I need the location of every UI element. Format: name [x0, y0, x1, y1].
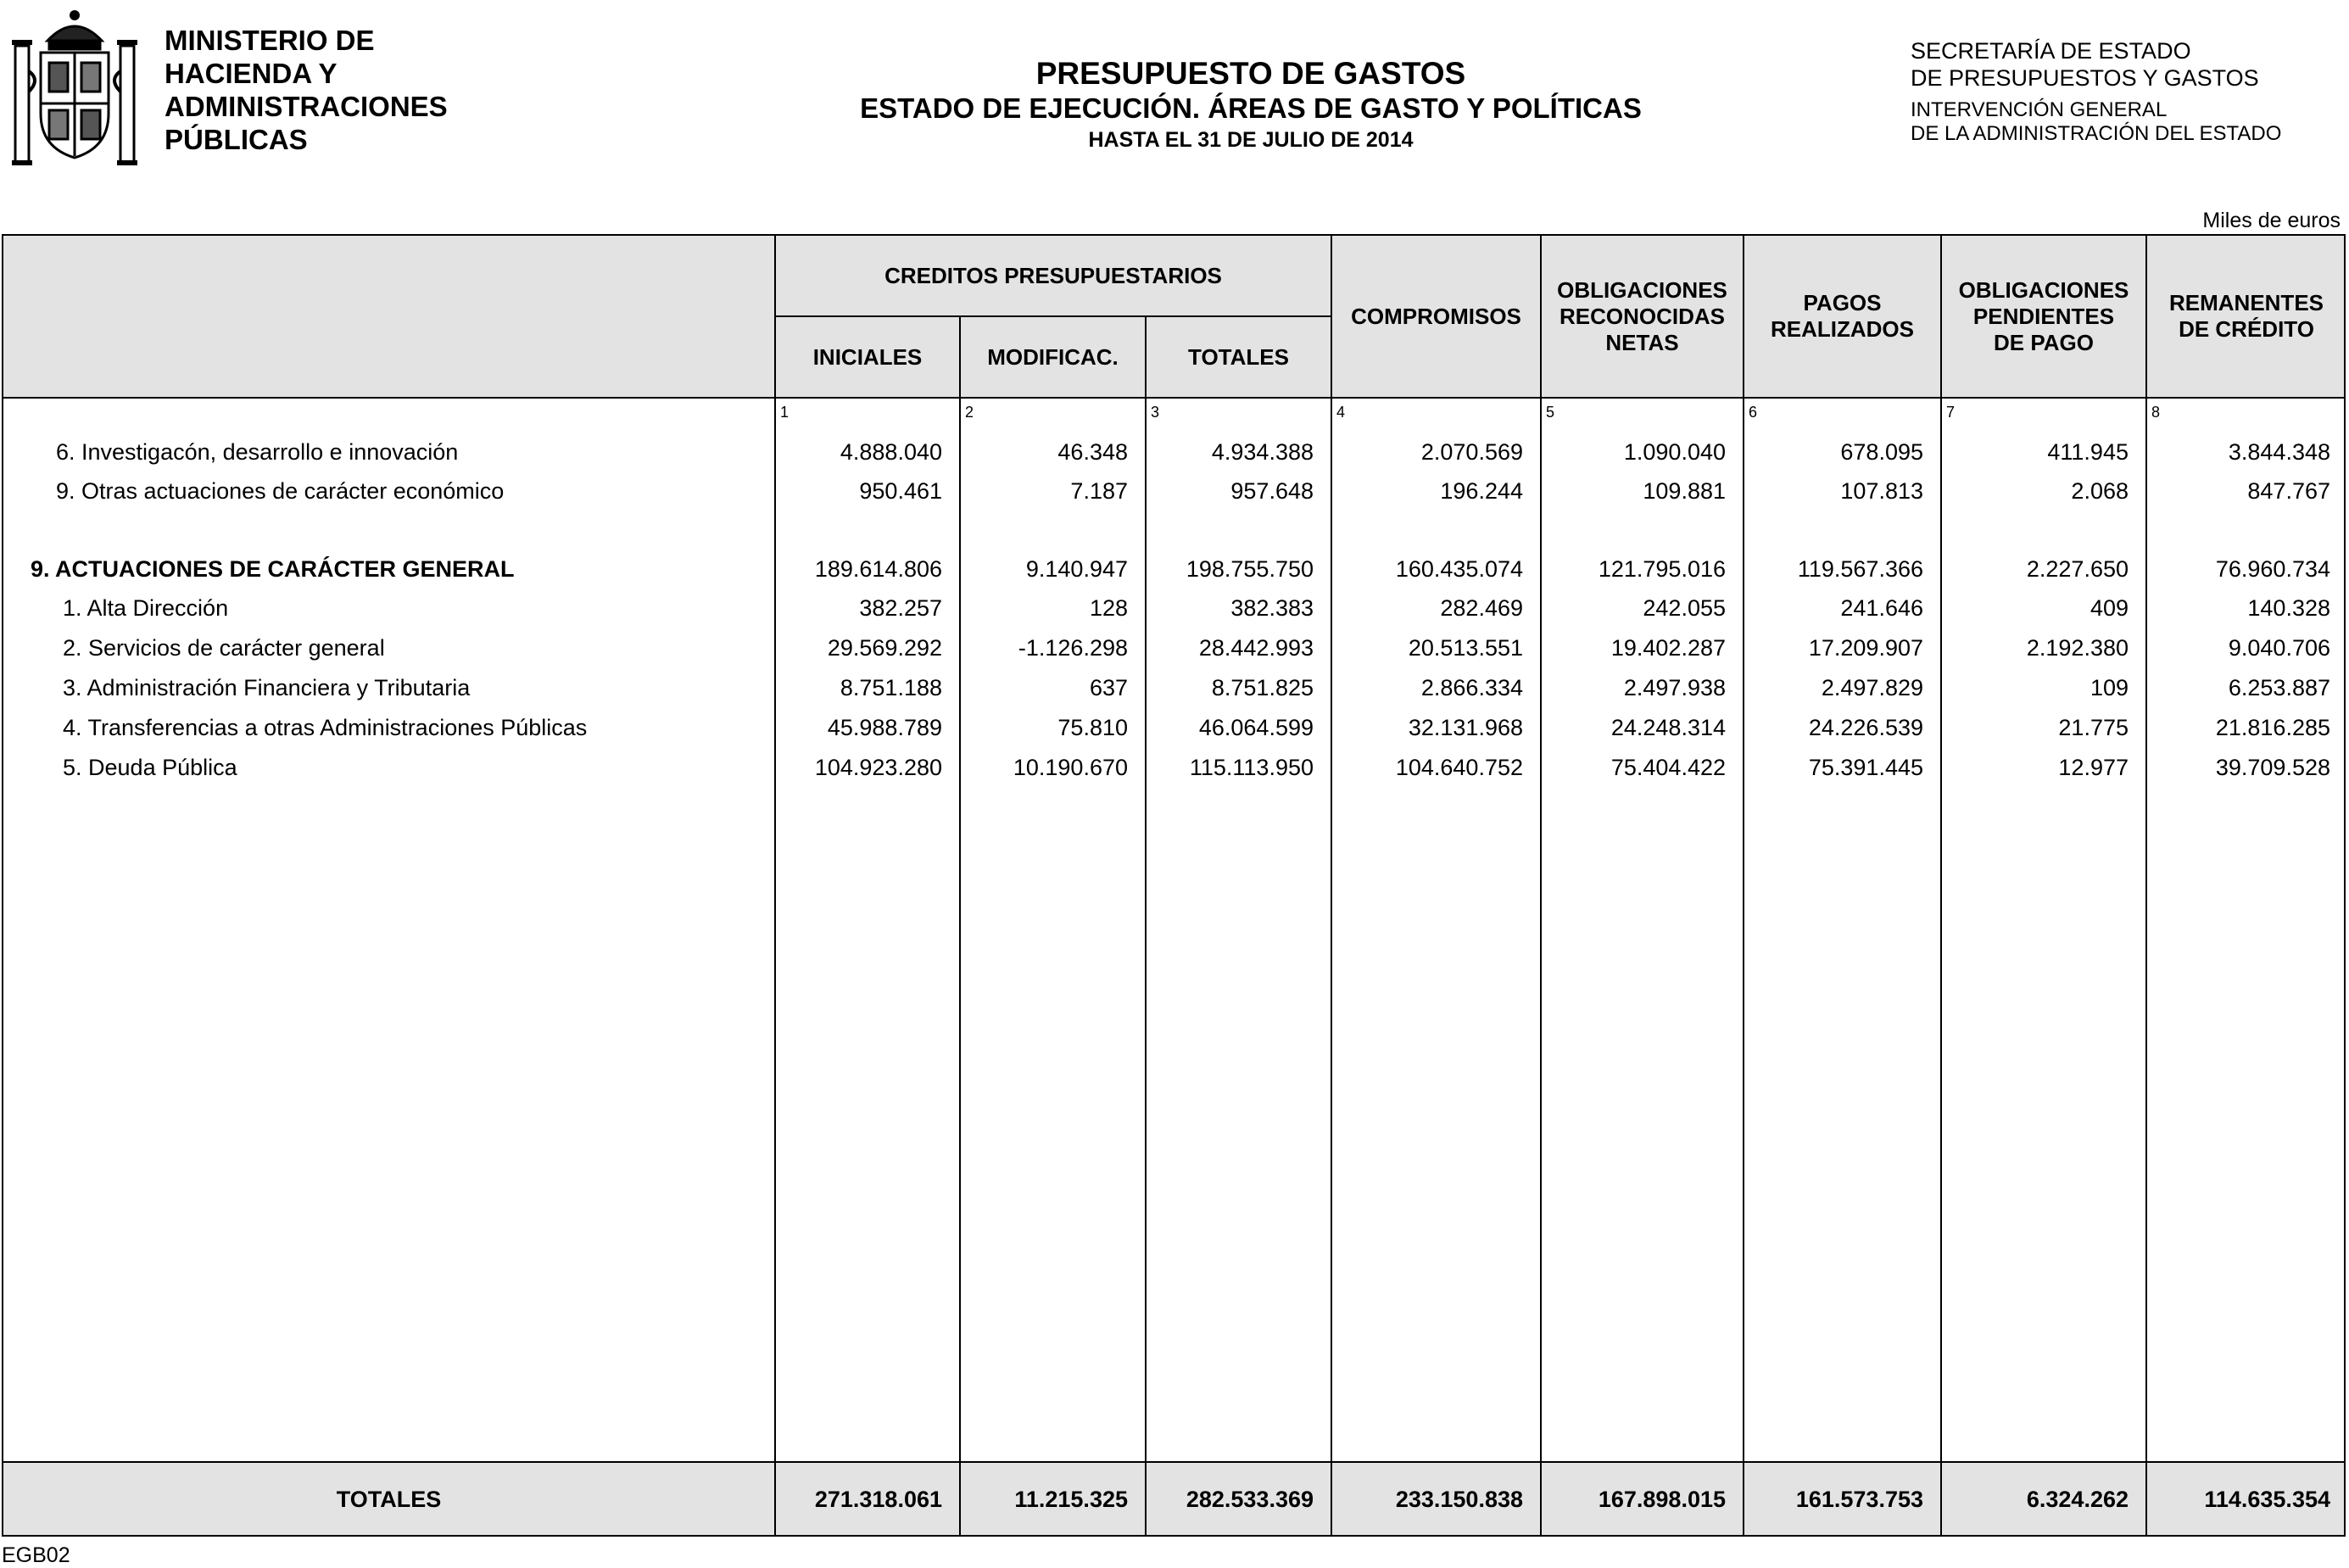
cell-remanentes: 21.816.285: [2215, 715, 2330, 740]
column-header-iniciales: INICIALES: [812, 343, 923, 370]
column-divider: [2145, 234, 2147, 1537]
coat-of-arms-logo: [7, 3, 142, 166]
column-number: 6: [1749, 404, 1758, 421]
cell-obligaciones-pendientes: 2.227.650: [2026, 556, 2129, 582]
column-header-compromisos: COMPROMISOS: [1351, 303, 1521, 329]
column-number: 1: [780, 404, 790, 421]
table-row: [0, 589, 2349, 627]
cell-compromisos: 32.131.968: [1408, 715, 1523, 740]
column-header-remanentes: REMANENTES DE CRÉDITO: [2168, 290, 2324, 342]
cell-pagos-realizados: 107.813: [1840, 478, 1923, 504]
column-number: 7: [1946, 404, 1956, 421]
ministry-line: ADMINISTRACIONES: [165, 91, 448, 122]
cell-modificac: 10.190.670: [1013, 755, 1128, 780]
column-header-pagos-realizados: PAGOS REALIZADOS: [1771, 290, 1914, 342]
column-number: 4: [1336, 404, 1346, 421]
column-divider: [1940, 234, 1942, 1537]
cell-obligaciones-pendientes: 2.068: [2071, 478, 2129, 504]
cell-modificac: 7.187: [1070, 478, 1128, 504]
units-label: Miles de euros: [2202, 209, 2341, 232]
group-header-creditos: CREDITOS PRESUPUESTARIOS: [884, 262, 1222, 288]
table-row: [0, 749, 2349, 786]
cell-obligaciones-reconocidas: 1.090.040: [1623, 439, 1726, 465]
totals-label: TOTALES: [336, 1487, 442, 1512]
cell-iniciales: 950.461: [859, 478, 942, 504]
cell-modificac: 637: [1089, 675, 1128, 700]
cell-totales: 957.648: [1230, 478, 1314, 504]
table-row: [0, 433, 2349, 471]
cell-remanentes: 39.709.528: [2215, 755, 2330, 780]
total-pagos-realizados: 161.573.753: [1795, 1487, 1923, 1512]
row-label: 2. Servicios de carácter general: [63, 635, 385, 661]
row-label: 6. Investigacón, desarrollo e innovación: [56, 439, 459, 465]
cell-totales: 382.383: [1230, 595, 1314, 621]
row-label: 9. Otras actuaciones de carácter económico: [56, 478, 505, 504]
cell-obligaciones-pendientes: 109: [2090, 675, 2129, 700]
cell-obligaciones-reconocidas: 121.795.016: [1598, 556, 1726, 582]
cell-pagos-realizados: 24.226.539: [1808, 715, 1923, 740]
cell-remanentes: 9.040.706: [2228, 635, 2330, 661]
total-obligaciones-pendientes: 6.324.262: [2026, 1487, 2129, 1512]
cell-iniciales: 104.923.280: [814, 755, 942, 780]
totals-top-line: [2, 1461, 2346, 1463]
secretaria-line: DE PRESUPUESTOS Y GASTOS: [1911, 65, 2259, 91]
cell-obligaciones-reconocidas: 75.404.422: [1610, 755, 1726, 780]
column-header-totales: TOTALES: [1188, 343, 1289, 370]
ministry-line: HACIENDA Y: [165, 58, 338, 89]
table-row: [0, 669, 2349, 706]
secretaria-block: [1911, 37, 2281, 146]
cell-totales: 115.113.950: [1189, 755, 1314, 780]
report-code: EGB02: [2, 1543, 70, 1567]
cell-obligaciones-reconocidas: 24.248.314: [1610, 715, 1726, 740]
ministry-line: PÚBLICAS: [165, 124, 308, 155]
cell-obligaciones-pendientes: 21.775: [2058, 715, 2129, 740]
total-iniciales: 271.318.061: [814, 1487, 942, 1512]
report-title: PRESUPUESTO DE GASTOS: [1035, 56, 1466, 91]
cell-compromisos: 20.513.551: [1408, 635, 1523, 661]
cell-iniciales: 8.751.188: [840, 675, 942, 700]
header-bottom-line: [2, 397, 2346, 399]
ministry-name: [165, 24, 448, 156]
table-row: [0, 629, 2349, 667]
cell-obligaciones-reconocidas: 2.497.938: [1623, 675, 1726, 700]
cell-modificac: 75.810: [1057, 715, 1128, 740]
column-header-modificac: MODIFICAC.: [987, 343, 1119, 370]
table-row: [0, 472, 2349, 510]
cell-iniciales: 45.988.789: [827, 715, 942, 740]
total-totales: 282.533.369: [1186, 1487, 1314, 1512]
cell-modificac: -1.126.298: [1018, 635, 1128, 661]
cell-totales: 198.755.750: [1186, 556, 1314, 582]
table-row-section: [0, 550, 2349, 588]
row-label: 1. Alta Dirección: [63, 595, 229, 621]
total-modificac: 11.215.325: [1014, 1487, 1128, 1512]
cell-modificac: 46.348: [1057, 439, 1128, 465]
column-header-obligaciones-pendientes: OBLIGACIONES PENDIENTES DE PAGO: [1958, 276, 2129, 355]
cell-obligaciones-pendientes: 12.977: [2058, 755, 2129, 780]
cell-remanentes: 847.767: [2247, 478, 2330, 504]
report-subtitle: ESTADO DE EJECUCIÓN. ÁREAS DE GASTO Y POLÍTICAS: [860, 92, 1642, 124]
column-divider: [1331, 234, 1332, 1537]
table-row: [0, 709, 2349, 746]
cell-totales: 8.751.825: [1211, 675, 1314, 700]
column-number: 2: [965, 404, 974, 421]
cell-totales: 28.442.993: [1198, 635, 1314, 661]
cell-obligaciones-reconocidas: 19.402.287: [1610, 635, 1726, 661]
cell-obligaciones-pendientes: 409: [2090, 595, 2129, 621]
cell-pagos-realizados: 678.095: [1840, 439, 1923, 465]
column-number: 3: [1151, 404, 1160, 421]
cell-obligaciones-reconocidas: 242.055: [1643, 595, 1726, 621]
intervencion-line: INTERVENCIÓN GENERAL: [1911, 98, 2168, 121]
cell-remanentes: 3.844.348: [2228, 439, 2330, 465]
secretaria-line: SECRETARÍA DE ESTADO: [1911, 38, 2191, 64]
cell-modificac: 128: [1089, 595, 1128, 621]
cell-totales: 46.064.599: [1198, 715, 1314, 740]
cell-compromisos: 2.866.334: [1420, 675, 1523, 700]
column-header-obligaciones-reconocidas: OBLIGACIONES RECONOCIDAS NETAS: [1557, 276, 1727, 355]
cell-remanentes: 6.253.887: [2228, 675, 2330, 700]
cell-compromisos: 2.070.569: [1420, 439, 1523, 465]
column-number: 5: [1546, 404, 1555, 421]
cell-iniciales: 4.888.040: [840, 439, 942, 465]
cell-obligaciones-pendientes: 2.192.380: [2026, 635, 2129, 661]
column-divider: [774, 234, 776, 1537]
cell-iniciales: 382.257: [859, 595, 942, 621]
cell-pagos-realizados: 119.567.366: [1797, 556, 1923, 582]
cell-iniciales: 29.569.292: [827, 635, 942, 661]
total-obligaciones-reconocidas: 167.898.015: [1598, 1487, 1726, 1512]
table-frame: [2, 234, 2346, 1537]
column-divider: [1540, 234, 1542, 1537]
intervencion-line: DE LA ADMINISTRACIÓN DEL ESTADO: [1911, 122, 2282, 145]
cell-obligaciones-reconocidas: 109.881: [1643, 478, 1726, 504]
cell-remanentes: 76.960.734: [2215, 556, 2330, 582]
total-remanentes: 114.635.354: [2204, 1487, 2330, 1512]
row-label: 5. Deuda Pública: [63, 755, 237, 780]
column-number: 8: [2151, 404, 2161, 421]
column-divider: [1743, 234, 1744, 1537]
cell-remanentes: 140.328: [2247, 595, 2330, 621]
cell-pagos-realizados: 241.646: [1840, 595, 1923, 621]
cell-totales: 4.934.388: [1211, 439, 1314, 465]
total-compromisos: 233.150.838: [1395, 1487, 1523, 1512]
cell-pagos-realizados: 17.209.907: [1808, 635, 1923, 661]
cell-compromisos: 196.244: [1440, 478, 1523, 504]
cell-obligaciones-pendientes: 411.945: [2047, 439, 2129, 465]
report-title-block: [763, 56, 1738, 154]
cell-compromisos: 104.640.752: [1395, 755, 1523, 780]
cell-pagos-realizados: 75.391.445: [1808, 755, 1923, 780]
row-label: 4. Transferencias a otras Administraciones Públicas: [63, 715, 588, 740]
cell-compromisos: 160.435.074: [1395, 556, 1523, 582]
row-label: 3. Administración Financiera y Tributaria: [63, 675, 471, 700]
cell-compromisos: 282.469: [1440, 595, 1523, 621]
report-period: HASTA EL 31 DE JULIO DE 2014: [1088, 128, 1414, 152]
ministry-line: MINISTERIO DE: [165, 25, 375, 56]
cell-pagos-realizados: 2.497.829: [1821, 675, 1923, 700]
cell-modificac: 9.140.947: [1025, 556, 1128, 582]
row-label: 9. ACTUACIONES DE CARÁCTER GENERAL: [31, 556, 515, 582]
cell-iniciales: 189.614.806: [814, 556, 942, 582]
